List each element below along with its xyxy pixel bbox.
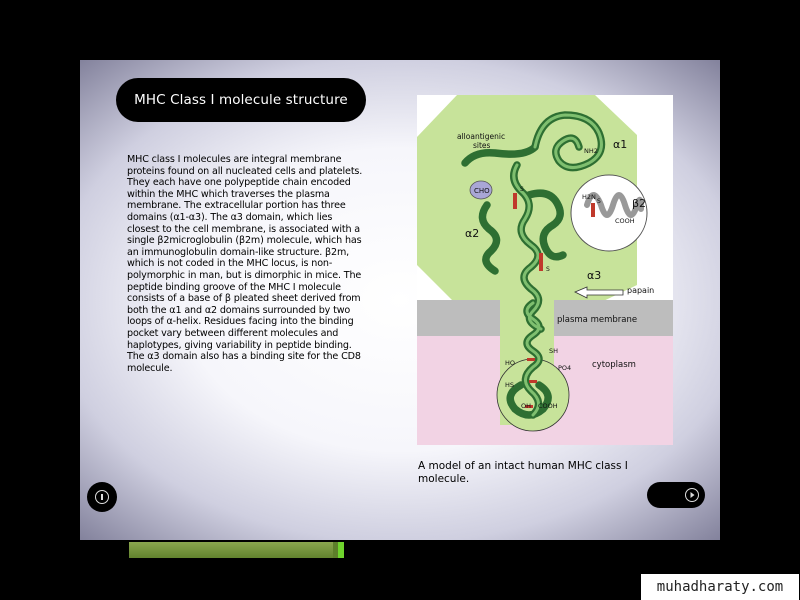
slide-title: MHC Class I molecule structure (134, 92, 348, 108)
label-cho: CHO (474, 187, 490, 195)
prev-circle-icon (95, 490, 109, 504)
label-hs: HS (505, 381, 515, 389)
progress-bar (129, 542, 344, 558)
figure-caption: A model of an intact human MHC class I molecule. (418, 460, 628, 485)
label-alloantigenic: alloantigenic (457, 132, 506, 141)
label-s-1: S (520, 186, 524, 193)
label-po4: PO4 (558, 364, 572, 372)
progress-bar-tip (338, 542, 344, 558)
label-sh: SH (549, 347, 559, 355)
label-sites: sites (473, 141, 491, 150)
label-alpha2: α2 (465, 227, 480, 240)
label-s-3: S (597, 198, 601, 205)
slide (80, 60, 720, 540)
mhc-diagram-svg (417, 95, 673, 445)
label-nh2-top: NH2 (584, 147, 598, 155)
label-oh: OH (521, 402, 532, 410)
label-papain: papain (627, 286, 655, 295)
disulfide-bond-beta2 (591, 203, 595, 217)
label-cooh-tail: COOH (538, 402, 558, 410)
next-circle-icon (685, 488, 699, 502)
phospho-mark-1 (527, 358, 535, 361)
phospho-mark-2 (529, 380, 537, 383)
label-s-2: S (546, 266, 550, 273)
label-alpha3: α3 (587, 269, 602, 282)
label-cytoplasm: cytoplasm (592, 360, 636, 370)
next-button[interactable] (647, 482, 705, 508)
previous-button[interactable] (87, 482, 117, 512)
slide-title-pill (116, 78, 366, 122)
label-h2n: H2N (582, 193, 596, 201)
progress-bar-fill (129, 542, 333, 558)
label-cooh-b2m: COOH (615, 217, 635, 225)
label-ho: HO (505, 359, 516, 367)
slide-body-text: MHC class I molecules are integral membrane proteins found on all nucleated cells and platelets. They each have one polypeptide chain encoded within the MHC which traverses the plasma membrane. The extracellular portion has three domains (α1-α3). The α3 domain, which lies closest to the cell membrane, is associated with a single β2microglobulin (β2m) molecule, which has an immunoglobulin domain-like structure. β2m, which is not coded in the MHC locus, is non-polymorphic in man, but is dimorphic in mice. The peptide binding groove of the MHC I molecule consists of a base of β pleated sheet derived from both the α1 and α2 domains surrounded by two loops of α-helix. Residues facing into the binding pocket vary between different molecules and haplotypes, giving variability in peptide binding. The α3 domain also has a binding site for the CD8 molecule. (127, 154, 363, 374)
label-plasma-membrane: plasma membrane (557, 315, 638, 325)
label-beta2: β2 (632, 197, 647, 210)
label-alpha1: α1 (613, 138, 628, 151)
watermark: muhadharaty.com (641, 574, 799, 600)
disulfide-bond-alpha3 (539, 253, 543, 271)
mhc-diagram (417, 95, 673, 445)
disulfide-bond-alpha2 (513, 193, 517, 209)
